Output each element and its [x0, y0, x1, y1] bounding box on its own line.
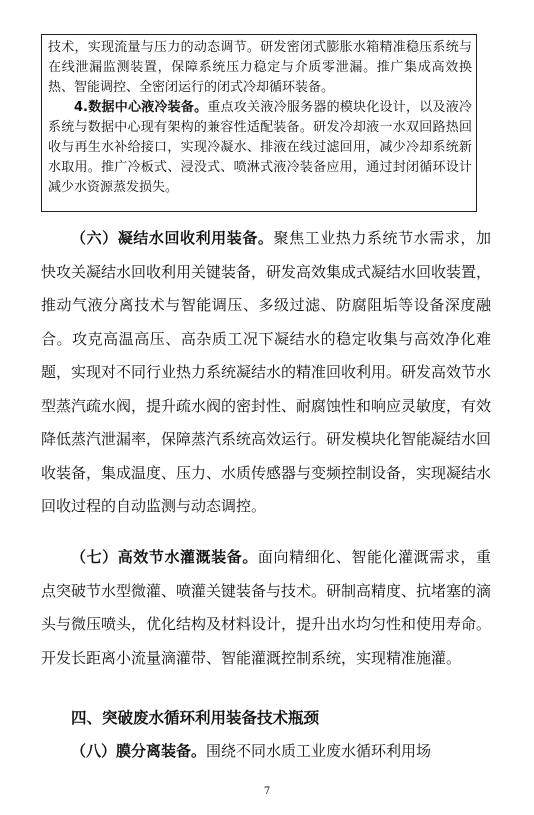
box-item4-text: 重点攻关液冷服务器的模块化设计，以及液冷系统与数据中心现有架构的兼容性适配装备。研发冷却液一水双回路热回收与再生水补给接口，实现冷凝水、排液在线过滤回用，减少冷却系统新水取用。推广冷板式、浸没式、喷淋式液冷装备应用，通过封闭循环设计减少水资源蒸发损失。	[48, 100, 472, 195]
section8-text: 围绕不同水质工业废水循环利用场	[206, 742, 432, 760]
box-item4-heading: 4.数据中心液冷装备。	[74, 100, 208, 115]
section6-paragraph	[41, 222, 491, 524]
box-intro-paragraph	[48, 38, 472, 98]
section6-block	[41, 222, 491, 524]
part4-heading: 四、突破废水循环利用装备技术瓶颈	[71, 709, 320, 727]
section8-block	[41, 735, 491, 769]
section6-text: 聚焦工业热力系统节水需求，加快攻关凝结水回收利用关键装备，研发高效集成式凝结水回收装置，推动气液分离技术与智能调压、多级过滤、防腐阻垢等设备深度融合。攻克高温高压、高杂质工况下凝结水的稳定收集与高效净化难题，实现对不同行业热力系统凝结水的精准回收利用。研发高效节水型蒸汽疏水阀，提升疏水阀的密封性、耐腐蚀性和响应灵敏度，有效降低蒸汽泄漏率，保障蒸汽系统高效运行。研发模块化智能凝结水回收装备，集成温度、压力、水质传感器与变频控制设备，实现凝结水回收过程的自动监测与动态调控。	[41, 229, 492, 515]
section8-paragraph	[41, 735, 491, 769]
section7-paragraph	[41, 541, 491, 675]
box-intro-text: 技术，实现流量与压力的动态调节。研发密闭式膨胀水箱精准稳压系统与在线泄漏监测装置，保障系统压力稳定与介质零泄漏。推广集成高效换热、智能调控、全密闭运行的闭式冷却循环装备。	[48, 40, 472, 95]
section6-heading: （六）凝结水回收利用装备。	[71, 229, 274, 247]
box-item4-paragraph	[48, 98, 472, 198]
section8-heading: （八）膜分离装备。	[71, 742, 207, 760]
highlight-box	[41, 34, 477, 212]
section7-block	[41, 541, 491, 675]
section7-heading: （七）高效节水灌溉装备。	[71, 548, 258, 566]
page-number: 7	[263, 786, 271, 797]
section7-text: 面向精细化、智能化灌溉需求，重点突破节水型微灌、喷灌关键装备与技术。研制高精度、抗堵塞的滴头与微压喷头，优化结构及材料设计，提升出水均匀性和使用寿命。开发长距离小流量滴灌带、智能灌溉控制系统，实现精准施灌。	[41, 548, 492, 667]
